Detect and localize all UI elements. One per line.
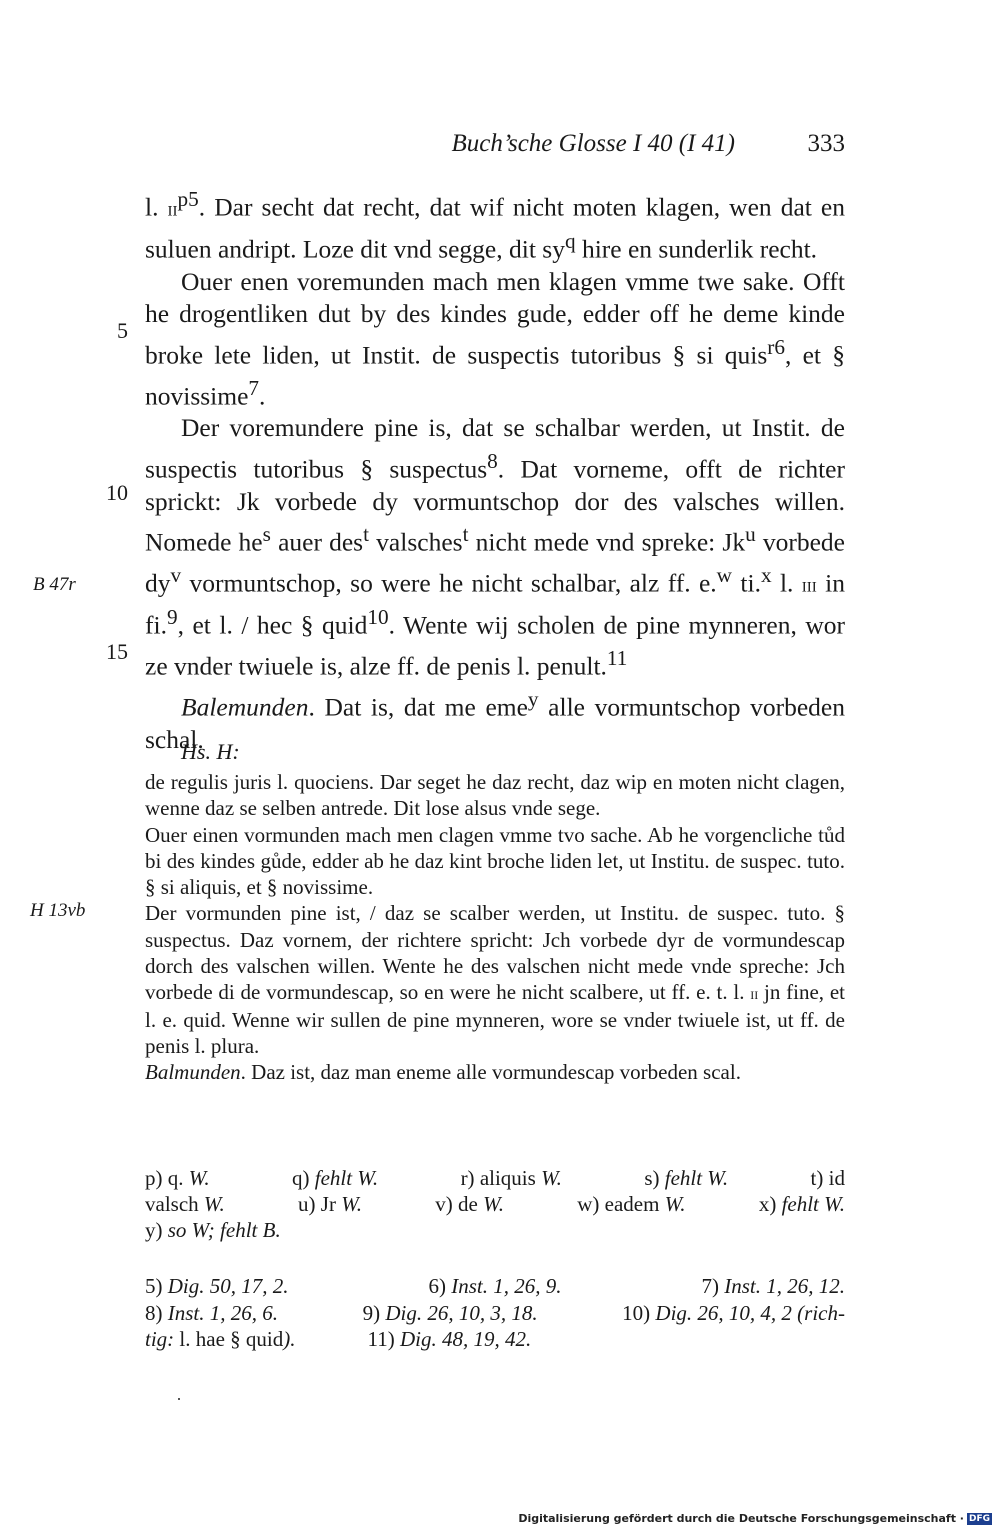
source-mark: 10 bbox=[367, 604, 389, 629]
hs-paragraph-3 bbox=[145, 900, 845, 1059]
apparatus-note-x: x) fehlt W. bbox=[758, 1192, 845, 1216]
text-run: nicht mede vnd spreke: Jk bbox=[468, 527, 746, 557]
text-run: hire en sunderlik recht. bbox=[575, 234, 818, 264]
apparatus-mark: w bbox=[716, 563, 733, 588]
source-mark: 9 bbox=[166, 604, 178, 629]
apparatus-mark: v bbox=[170, 563, 182, 588]
text-run: l. bbox=[145, 192, 168, 222]
text-run: . bbox=[259, 381, 266, 411]
text-run: . Dar secht dat recht, dat wif nicht moten klagen, wen dat en suluen andript. Loze dit vnd segge, dit sy bbox=[145, 192, 845, 264]
apparatus-mark: q bbox=[564, 228, 576, 253]
text-run: valsches bbox=[369, 527, 463, 557]
text-run: . Wente wij scholen de pine mynneren, wor ze vnder twiuele is, alze ff. de penis l. penult. bbox=[145, 610, 846, 681]
text-run: Der vormunden pine ist, / daz se scalber werden, ut Institu. de suspec. tuto. § suspectus. Daz vornem, der richtere spricht: Jch vorbede dyr de vormundescap dorch des valschen willen. Wente he des valschen nicht mede vnde spreche: Jch vorbede di de vormundescap, so en were he nicht scalbere, ut ff. e. t. l. bbox=[145, 901, 845, 1005]
text-run: , et l. / hec § quid bbox=[177, 610, 368, 640]
text-run: in fi. bbox=[145, 568, 846, 640]
main-paragraph-1 bbox=[145, 183, 845, 266]
hs-paragraph-1: de regulis juris l. quociens. Dar seget he daz recht, daz wip en moten nicht clagen, wenne daz se selben antrede. Dit lose alsus vnde sege. bbox=[145, 770, 845, 821]
text-run: Der voremundere pine is, dat se schalbar werden, ut Instit. de suspectis tutoribus § suspectus bbox=[145, 413, 845, 484]
lemma: Balmunden bbox=[145, 1060, 241, 1085]
apparatus-row bbox=[145, 1217, 845, 1243]
text-run: . Dat is, dat me eme bbox=[308, 692, 528, 722]
source-note-10-cont: tig: l. hae § quid). bbox=[145, 1327, 296, 1351]
line-number-5: 5 bbox=[117, 318, 128, 343]
text-run: auer des bbox=[270, 527, 364, 557]
apparatus-mark: p bbox=[177, 187, 189, 211]
line-number-15: 15 bbox=[106, 639, 128, 664]
dfg-logo: DFG bbox=[968, 1513, 990, 1524]
margin-ref-b47r: B 47r bbox=[33, 574, 76, 595]
apparatus-note-y: y) so W; fehlt B. bbox=[145, 1218, 281, 1242]
critical-apparatus bbox=[145, 1165, 845, 1243]
small-caps-run: iii bbox=[801, 572, 817, 597]
text-run: alle vormuntschop vorbeden schal. bbox=[145, 692, 845, 754]
apparatus-mark: y bbox=[527, 686, 539, 711]
source-mark: 11 bbox=[606, 645, 628, 670]
apparatus-note-p: p) q. W. bbox=[145, 1166, 210, 1190]
text-run: vorbede dy bbox=[145, 527, 845, 598]
margin-ref-h13vb: H 13vb bbox=[30, 900, 86, 921]
line-number-10: 10 bbox=[106, 480, 128, 505]
source-note-11: 11) Dig. 48, 19, 42. bbox=[367, 1327, 532, 1351]
text-run: . Dat vorneme, offt de richter sprickt: Jk vorbede dy vormuntschop dor des valsches willen. Nomede he bbox=[145, 454, 845, 557]
apparatus-note-t-cont: valsch W. bbox=[145, 1192, 225, 1216]
apparatus-note-q: q) fehlt W. bbox=[292, 1166, 379, 1190]
small-caps-run: ii bbox=[167, 196, 178, 221]
manuscript-heading: Hs. H: bbox=[181, 739, 240, 764]
text-run: l. bbox=[771, 568, 802, 598]
lemma: Balemunden bbox=[181, 692, 309, 722]
apparatus-mark: s bbox=[262, 522, 271, 547]
source-notes bbox=[145, 1273, 845, 1353]
apparatus-note-v: v) de W. bbox=[435, 1192, 504, 1216]
main-paragraph-3 bbox=[145, 412, 845, 682]
apparatus-note-u: u) Jr W. bbox=[298, 1192, 363, 1216]
source-note-9: 9) Dig. 26, 10, 3, 18. bbox=[362, 1300, 538, 1325]
apparatus-note-s: s) fehlt W. bbox=[644, 1166, 729, 1190]
text-run: jn fine, et l. e. quid. Wenne wir sullen de pine mynneren, wore se vnder twiuele ist, ut ff. de penis l. plura. bbox=[145, 980, 845, 1058]
apparatus-mark: u bbox=[745, 522, 756, 547]
source-note-7: 7) Inst. 1, 26, 12. bbox=[701, 1274, 845, 1298]
apparatus-row bbox=[145, 1165, 845, 1191]
apparatus-row bbox=[145, 1191, 845, 1217]
source-mark: 8 bbox=[487, 448, 498, 473]
page-number: 333 bbox=[807, 130, 845, 157]
apparatus-note-t: t) id bbox=[810, 1166, 845, 1190]
main-paragraph-2 bbox=[145, 266, 845, 413]
source-mark: 5 bbox=[188, 187, 199, 211]
hs-paragraph-4 bbox=[145, 1059, 845, 1085]
text-run: . Daz ist, daz man eneme alle vormundescap vorbeden scal. bbox=[240, 1060, 741, 1085]
apparatus-mark: t bbox=[363, 522, 370, 547]
apparatus-note-w: w) eadem W. bbox=[577, 1192, 686, 1216]
main-text bbox=[145, 183, 845, 756]
source-note-10: 10) Dig. 26, 10, 4, 2 (rich- bbox=[622, 1300, 845, 1325]
scan-speck bbox=[178, 1398, 180, 1400]
manuscript-h-section bbox=[145, 737, 845, 1086]
apparatus-mark: x bbox=[760, 563, 772, 588]
apparatus-mark: r6 bbox=[767, 334, 785, 359]
small-caps-run: ii bbox=[750, 983, 759, 1004]
text-run: ti. bbox=[732, 568, 761, 598]
source-row bbox=[145, 1273, 845, 1300]
hs-paragraph-2: Ouer einen vormunden mach men clagen vmme tvo sache. Ab he vorgencliche tůd bi des kindes gůde, edder ab he daz kint broche liden let, ut Institu. de suspec. tuto. § si aliquis, et § novissime. bbox=[145, 822, 845, 900]
running-title: Buch’sche Glosse I 40 (I 41) bbox=[451, 130, 735, 157]
running-head bbox=[145, 127, 845, 161]
digitization-footer bbox=[518, 1512, 992, 1525]
text-run: vormuntschop, so were he nicht schalbar, alz ff. e. bbox=[181, 568, 717, 598]
apparatus-mark: t bbox=[462, 522, 469, 547]
source-note-8: 8) Inst. 1, 26, 6. bbox=[145, 1300, 278, 1325]
source-row bbox=[145, 1326, 845, 1353]
source-note-5: 5) Dig. 50, 17, 2. bbox=[145, 1274, 289, 1298]
source-mark: 7 bbox=[248, 375, 260, 400]
funding-note: Digitalisierung gefördert durch die Deutsche Forschungsgemeinschaft · bbox=[518, 1512, 964, 1525]
apparatus-note-r: r) aliquis W. bbox=[460, 1166, 562, 1190]
source-row bbox=[145, 1300, 845, 1327]
text-run: Ouer enen voremunden mach men klagen vmme twe sake. Offt he drogentliken dut by des kindes gude, edder off he deme kinde broke lete liden, ut Instit. de suspectis tutoribus § si quis bbox=[145, 266, 845, 370]
source-note-6: 6) Inst. 1, 26, 9. bbox=[428, 1274, 562, 1298]
text-run: , et § novissime bbox=[145, 340, 845, 411]
